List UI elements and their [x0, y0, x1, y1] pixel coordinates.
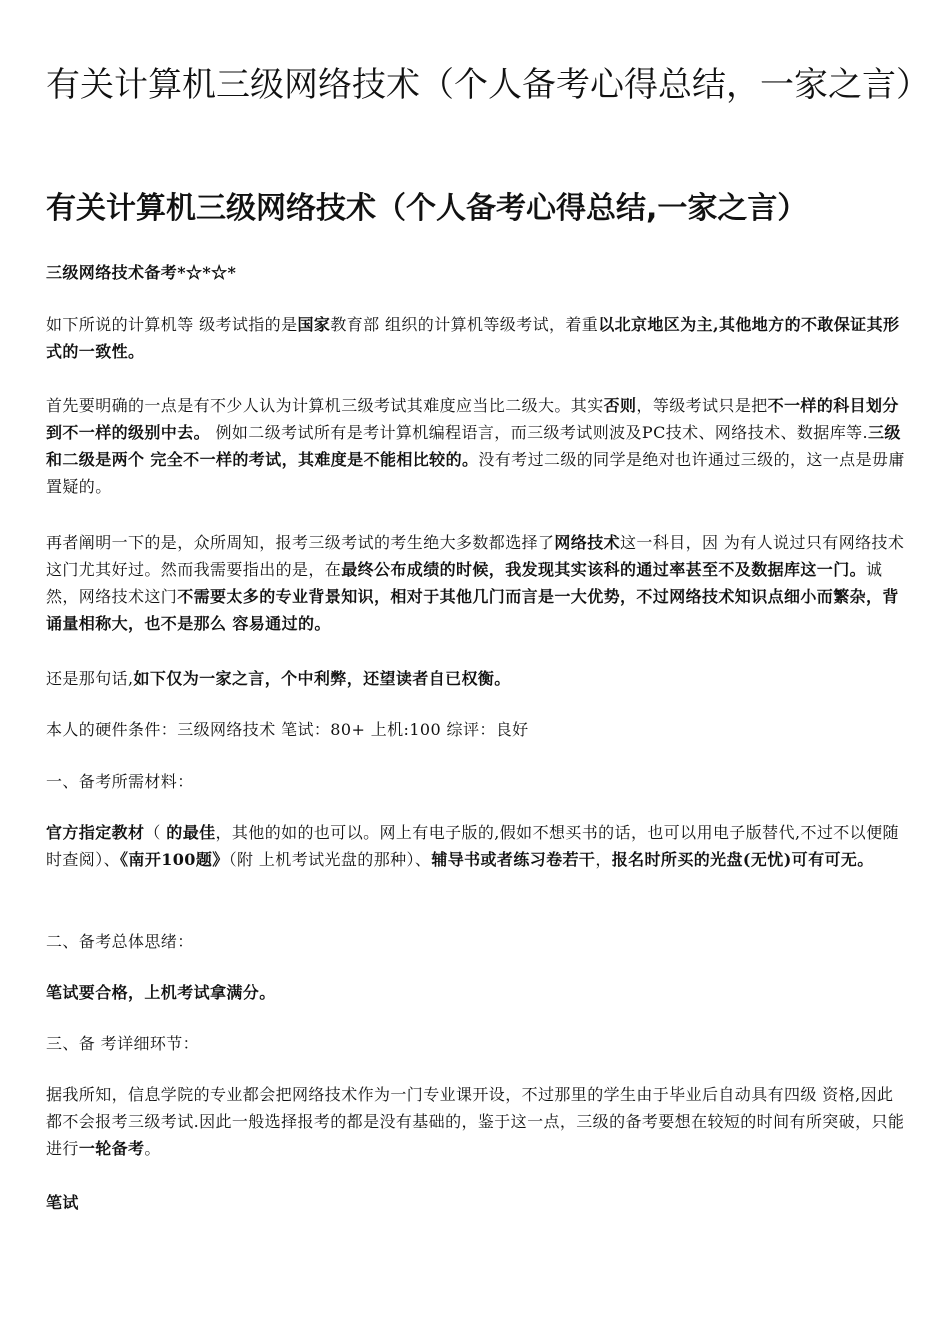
paragraph-credentials: 本人的硬件条件：三级网络技术 笔试：80+ 上机:100 综评：良好 [46, 720, 529, 739]
section-steps-heading: 三、备 考详细环节： [46, 1034, 200, 1053]
written-exam-heading: 笔试 [46, 1193, 79, 1212]
document-title: 有关计算机三级网络技术（个人备考心得总结，一家之言） [46, 65, 930, 105]
paragraph-network-tech: 再者阐明一下的是，众所周知，报考三级考试的考生绝大多数都选择了网络技术这一科目，因 为有人说过只有网络技术这门尤其好过。然而我需要指出的是，在最终公布成绩的时候，我发现其实该科的通过率甚至不及数据库这一门。诚然，网络技术这门不需要太多的专业背景知识，相对于其他几门而言是一大优势，不过网络技术知识点细小而繁杂，背诵量相称大，也不是那么 容易通过的。 [46, 533, 905, 633]
paragraph-steps: 据我所知，信息学院的专业都会把网络技术作为一门专业课开设，不过那里的学生由于毕业后自动具有四级 资格,因此都不会报考三级考试.因此一般选择报考的都是没有基础的，鉴于这一点，三级的备考要想在较短的时间有所突破，只能进行一轮备考。 [46, 1085, 905, 1158]
paragraph-scope: 如下所说的计算机等 级考试指的是国家教育部 组织的计算机等级考试，着重以北京地区为主,其他地方的不敢保证其形式的一致性。 [46, 315, 900, 361]
document-subtitle: 有关计算机三级网络技术（个人备考心得总结,一家之言） [46, 191, 808, 226]
paragraph-approach: 笔试要合格，上机考试拿满分。 [46, 983, 276, 1002]
paragraph-disclaimer: 还是那句话,如下仅为一家之言，个中利弊，还望读者自已权衡。 [46, 669, 511, 688]
section-approach-heading: 二、备考总体思绪： [46, 932, 194, 951]
paragraph-difficulty: 首先要明确的一点是有不少人认为计算机三级考试其难度应当比二级大。其实否则，等级考试只是把不一样的科目划分到不一样的级别中去。 例如二级考试所有是考计算机编程语言，而三级考试则波及PC技术、网络技术、数据库等.三级和二级是两个 完全不一样的考试，其难度是不能相比较的。没有考过二级的同学是绝对也许通过三级的，这一点是毋庸置疑的。 [46, 396, 905, 496]
paragraph-materials: 官方指定教材（ 的最佳，其他的如的也可以。网上有电子版的,假如不想买书的话，也可以用电子版替代,不过不以便随时查阅）、《南开100题》（附 上机考试光盘的那种）、辅导书或者练习卷若干，报名时所买的光盘(无忧)可有可无。 [46, 823, 899, 869]
prep-heading: 三级网络技术备考*☆*☆* [46, 263, 237, 282]
section-materials-heading: 一、备考所需材料： [46, 772, 194, 791]
